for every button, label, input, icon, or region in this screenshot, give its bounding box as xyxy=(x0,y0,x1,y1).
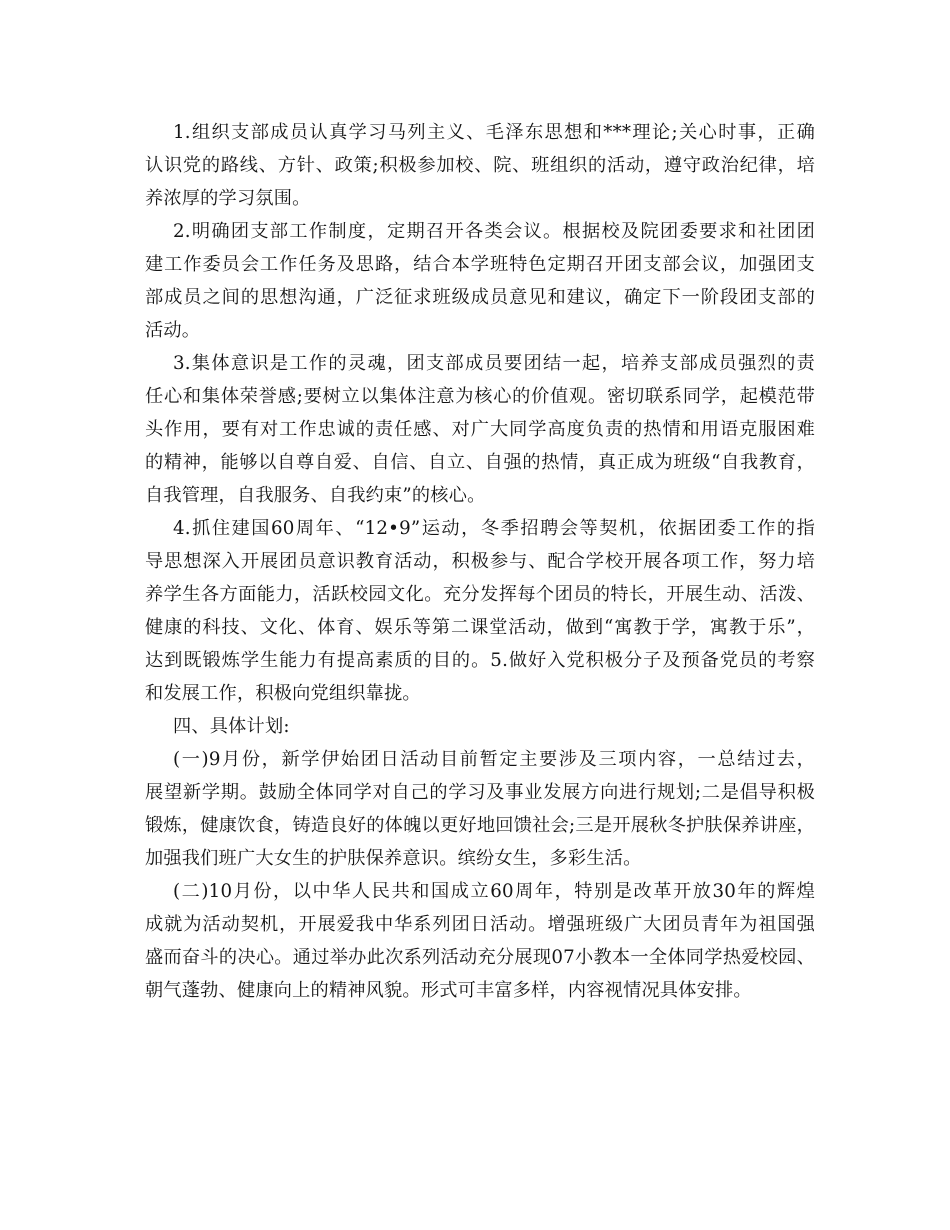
paragraph-4-line-4: 健康的科技、文化、体育、娱乐等第二课堂活动，做到“寓教于学，寓教于乐”， xyxy=(145,617,815,638)
plan-1-line-2: 展望新学期。鼓励全体同学对自己的学习及事业发展方向进行规划;二是倡导积极 xyxy=(145,782,815,803)
paragraph-4-line-5: 达到既锻炼学生能力有提高素质的目的。5.做好入党积极分子及预备党员的考察 xyxy=(145,650,815,671)
plan-1-line-3: 锻炼，健康饮食，铸造良好的体魄以更好地回馈社会;三是开展秋冬护肤保养讲座， xyxy=(145,815,815,836)
plan-2-line-1: (二)10月份，以中华人民共和国成立60周年，特别是改革开放30年的辉煌 xyxy=(173,881,815,902)
paragraph-4-line-6: 和发展工作，积极向党组织靠拢。 xyxy=(145,683,421,704)
plan-2-line-2: 成就为活动契机，开展爱我中华系列团日活动。增强班级广大团员青年为祖国强 xyxy=(145,914,815,935)
paragraph-2-line-1: 2.明确团支部工作制度，定期召开各类会议。根据校及院团委要求和社团团 xyxy=(173,221,815,242)
plan-2-line-4: 朝气蓬勃、健康向上的精神风貌。形式可丰富多样，内容视情况具体安排。 xyxy=(145,980,752,1001)
paragraph-3-line-4: 的精神，能够以自尊自爱、自信、自立、自强的热情，真正成为班级“自我教育， xyxy=(145,452,815,473)
plan-1-line-4: 加强我们班广大女生的护肤保养意识。缤纷女生，多彩生活。 xyxy=(145,848,642,869)
paragraph-3-line-1: 3.集体意识是工作的灵魂，团支部成员要团结一起，培养支部成员强烈的责 xyxy=(173,353,815,374)
paragraph-2-line-4: 活动。 xyxy=(145,320,201,341)
document-page xyxy=(145,116,815,1007)
paragraph-2-line-2: 建工作委员会工作任务及思路，结合本学班特色定期召开团支部会议，加强团支 xyxy=(145,254,815,275)
paragraph-1-line-3: 养浓厚的学习氛围。 xyxy=(145,188,311,209)
paragraph-2-line-3: 部成员之间的思想沟通，广泛征求班级成员意见和建议，确定下一阶段团支部的 xyxy=(145,287,815,308)
paragraph-3-line-3: 头作用，要有对工作忠诚的责任感、对广大同学高度负责的热情和用语克服困难 xyxy=(145,419,815,440)
paragraph-4-line-2: 导思想深入开展团员意识教育活动，积极参与、配合学校开展各项工作，努力培 xyxy=(145,551,815,572)
paragraph-3-line-5: 自我管理，自我服务、自我约束”的核心。 xyxy=(145,485,486,506)
section-heading: 四、具体计划: xyxy=(173,716,290,737)
paragraph-1-line-2: 认识党的路线、方针、政策;积极参加校、院、班组织的活动，遵守政治纪律，培 xyxy=(145,155,815,176)
paragraph-3-line-2: 任心和集体荣誉感;要树立以集体注意为核心的价值观。密切联系同学，起模范带 xyxy=(145,386,815,407)
plan-1-line-1: (一)9月份，新学伊始团日活动目前暂定主要涉及三项内容，一总结过去， xyxy=(173,749,815,770)
paragraph-4-line-1: 4.抓住建国60周年、“12•9”运动，冬季招聘会等契机，依据团委工作的指 xyxy=(173,518,815,539)
plan-2-line-3: 盛而奋斗的决心。通过举办此次系列活动充分展现07小教本一全体同学热爱校园、 xyxy=(145,947,815,968)
paragraph-4-line-3: 养学生各方面能力，活跃校园文化。充分发挥每个团员的特长，开展生动、活泼、 xyxy=(145,584,815,605)
paragraph-1-line-1: 1.组织支部成员认真学习马列主义、毛泽东思想和***理论;关心时事，正确 xyxy=(173,122,815,143)
